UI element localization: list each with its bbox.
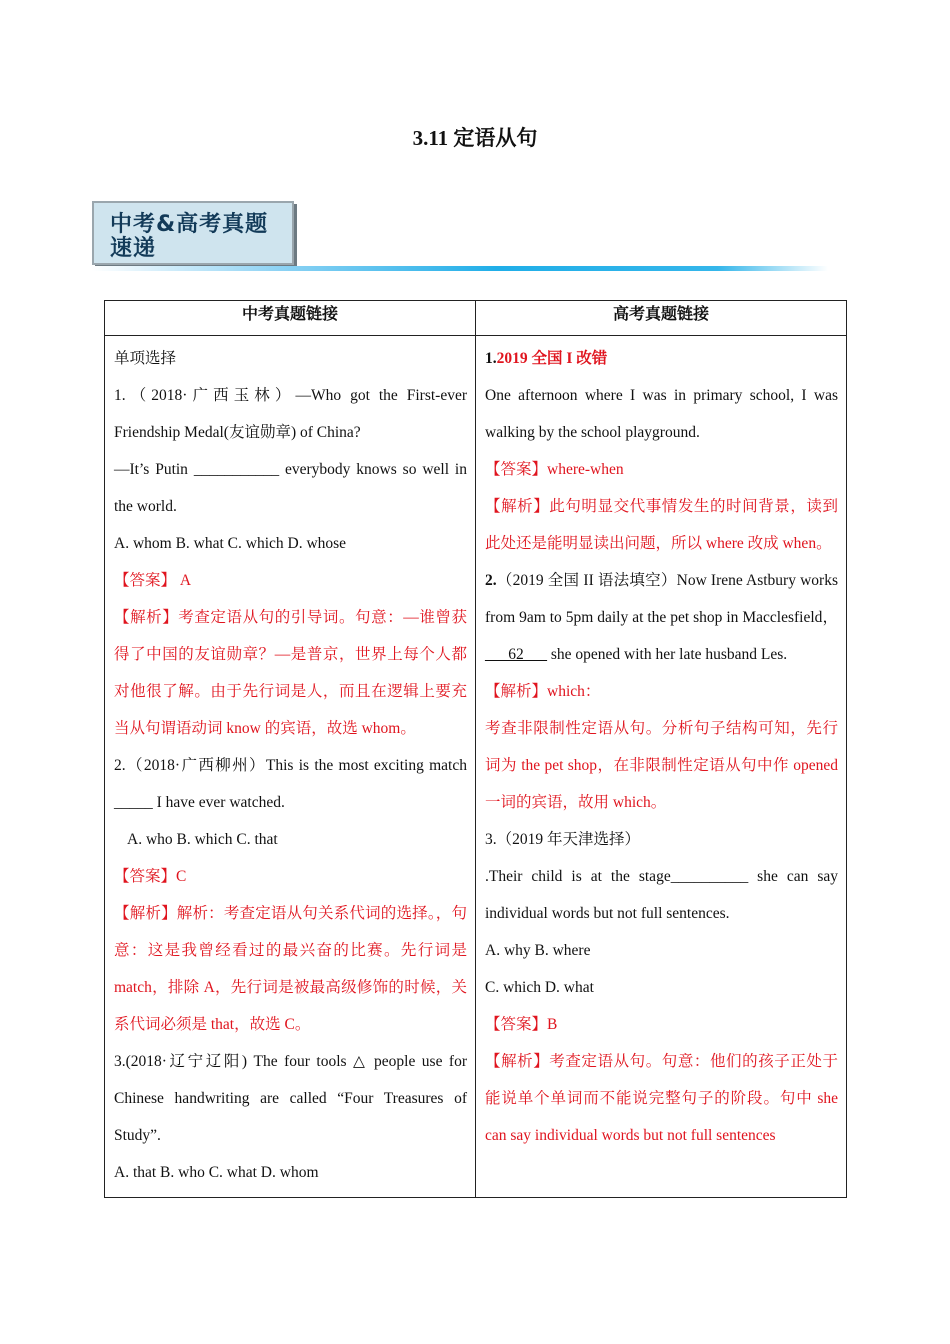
banner-title: 中考&高考真题速递 xyxy=(110,212,269,261)
section-banner xyxy=(92,201,294,265)
r-q3-answer: 【答案】B xyxy=(485,1016,558,1033)
exam-links-table xyxy=(104,300,847,1198)
r-q1-analysis: 【解析】此句明显交代事情发生的时间背景，读到此处还是能明显读出问题，所以 where 改成 when。 xyxy=(485,498,838,552)
r-q2-analysis-head: 【解析】which： xyxy=(485,683,601,700)
q1-answer: 【答案】 A xyxy=(114,572,192,589)
q2-options: A. who B. which C. that xyxy=(127,831,278,848)
q2-stem: 2.（2018·广西柳州）This is the most exciting match _____ I have ever watched. xyxy=(114,757,467,811)
q1-stem-cont: —It’s Putin ___________ everybody knows so well in the world. xyxy=(114,461,467,515)
gaokao-column xyxy=(476,336,847,1198)
table-header-row xyxy=(105,301,847,336)
r-q3-source: 3.（2019 年天津选择） xyxy=(485,831,641,848)
page-title: 3.11 定语从句 xyxy=(412,126,538,150)
r-q2-analysis: 考查非限制性定语从句。分析句子结构可知，先行词为 the pet shop，在非限制性定语从句中作 opened 一词的宾语，故用 which。 xyxy=(485,720,838,811)
r-q1-heading xyxy=(485,340,838,377)
header-gaokao: 高考真题链接 xyxy=(476,301,847,336)
r-q2-blank: ___62___ xyxy=(485,646,547,663)
r-q1-title: 2019 全国 I 改错 xyxy=(496,350,608,367)
q3-options: A. that B. who C. what D. whom xyxy=(114,1164,319,1181)
q1-stem: 1.（2018·广西玉林）—Who got the First-ever Friendship Medal(友谊勋章) of China? xyxy=(114,387,467,441)
q1-analysis: 【解析】考查定语从句的引导词。句意：—谁曾获得了中国的友谊勋章？—是普京，世界上每个人都对他很了解。由于先行词是人，而且在逻辑上要充当从句谓语动词 know 的宾语，故选 whom。 xyxy=(114,609,467,737)
r-q2-stem-b: she opened with her late husband Les. xyxy=(547,646,788,663)
r-q2-stem-a: （2019 全国 II 语法填空）Now Irene Astbury works from 9am to 5pm daily at the pet shop in Macclesfield， xyxy=(485,572,838,626)
section-label: 单项选择 xyxy=(114,350,177,367)
header-zhongkao: 中考真题链接 xyxy=(105,301,476,336)
r-q3-analysis: 【解析】考查定语从句。句意：他们的孩子正处于能说单个单词而不能说完整句子的阶段。句中 she can say individual words but not full sentences xyxy=(485,1053,838,1144)
banner-underline xyxy=(92,266,828,271)
r-q3-options-b: C. which D. what xyxy=(485,979,594,996)
q3-stem: 3.(2018·辽宁辽阳) The four tools △ people use for Chinese handwriting are called “Four Treasures of Study”. xyxy=(114,1053,467,1144)
r-q2-number: 2. xyxy=(485,572,497,589)
r-q1-stem: One afternoon where I was in primary school, I was walking by the school playground. xyxy=(485,387,838,441)
q2-analysis: 【解析】解析：考查定语从句关系代词的选择。，句意：这是我曾经看过的最兴奋的比赛。先行词是 match，排除 A，先行词是被最高级修饰的时候，关系代词必须是 that，故选 C。 xyxy=(114,905,467,1033)
q1-options: A. whom B. what C. which D. whose xyxy=(114,535,347,552)
q2-answer: 【答案】C xyxy=(114,868,187,885)
table-content-row xyxy=(105,336,847,1198)
zhongkao-column xyxy=(105,336,476,1198)
r-q1-number: 1. xyxy=(485,350,497,367)
r-q3-stem: .Their child is at the stage__________ she can say individual words but not full sentences. xyxy=(485,868,838,922)
r-q2-stem xyxy=(485,562,838,673)
r-q1-answer: 【答案】where-when xyxy=(485,461,624,478)
r-q3-options-a: A. why B. where xyxy=(485,942,591,959)
